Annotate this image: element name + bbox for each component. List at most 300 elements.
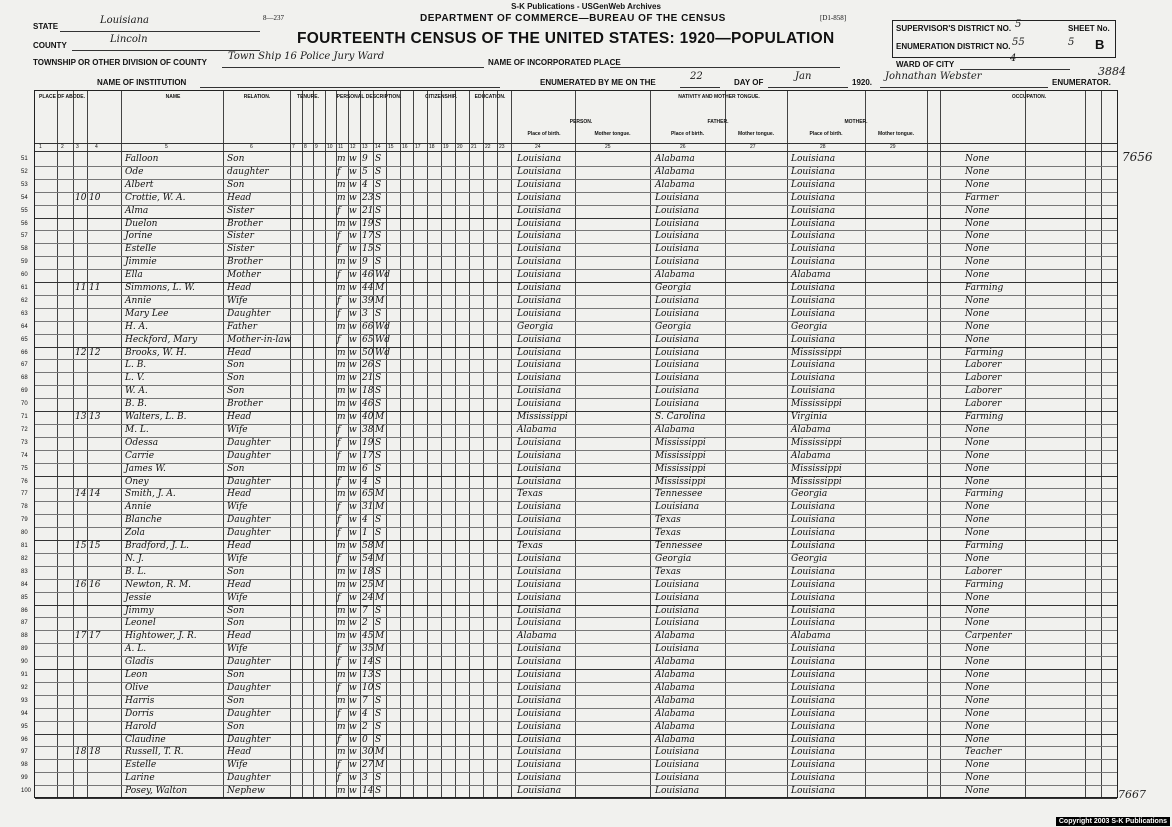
marital-status: S	[375, 179, 382, 190]
person-group: PERSON.	[569, 119, 593, 125]
mother-birthplace: Louisiana	[791, 734, 836, 745]
mother-pob-header: Place of birth.	[809, 131, 843, 137]
sex: m	[337, 373, 346, 384]
relation: Wife	[227, 592, 248, 603]
age: 27	[362, 760, 374, 771]
row-number: 73	[21, 439, 28, 446]
father-birthplace: Louisiana	[655, 360, 700, 371]
race: w	[349, 721, 357, 732]
column-number: 7	[292, 144, 295, 150]
occupation: Laborer	[965, 566, 1002, 577]
marital-status: S	[375, 218, 382, 229]
dwelling-number: 12	[75, 347, 87, 358]
row-number: 78	[21, 504, 28, 511]
race: w	[349, 670, 357, 680]
copyright-notice: Copyright 2003 S-K Publications	[1056, 817, 1170, 826]
row-number: 53	[21, 181, 28, 188]
father-birthplace: Louisiana	[655, 231, 700, 242]
relation: Wife	[227, 553, 248, 564]
sex: f	[337, 308, 341, 319]
person-name: Jimmy	[125, 605, 154, 616]
dwelling-number: 15	[75, 541, 87, 551]
sex: m	[337, 257, 346, 268]
enumerated-label: ENUMERATED BY ME ON THE	[540, 78, 656, 87]
mother-birthplace: Louisiana	[791, 695, 836, 706]
age: 0	[362, 734, 368, 745]
mother-birthplace: Louisiana	[791, 166, 836, 177]
person-name: Annie	[125, 502, 152, 513]
mother-birthplace: Louisiana	[791, 218, 836, 229]
relation: Son	[227, 670, 245, 680]
marital-status: S	[375, 708, 382, 719]
race: w	[349, 476, 357, 487]
age: 58	[362, 541, 374, 551]
person-name: Alma	[125, 205, 149, 216]
age: 9	[362, 257, 368, 268]
occupation: Laborer	[965, 386, 1002, 397]
age: 66	[362, 321, 374, 332]
father-birthplace: Louisiana	[655, 192, 700, 203]
mother-birthplace: Louisiana	[791, 721, 836, 732]
sex: f	[337, 644, 341, 655]
sex: m	[337, 786, 346, 797]
father-birthplace: Louisiana	[655, 205, 700, 216]
sex: f	[337, 450, 341, 461]
father-birthplace: Alabama	[655, 734, 695, 745]
birthplace: Louisiana	[517, 592, 562, 603]
father-birthplace: Louisiana	[655, 760, 700, 771]
race: w	[349, 386, 357, 397]
occupation: None	[965, 179, 990, 190]
person-name: Estelle	[125, 244, 157, 255]
race: w	[349, 786, 357, 797]
marital-status: S	[375, 682, 382, 693]
mother-birthplace: Louisiana	[791, 154, 836, 164]
race: w	[349, 231, 357, 242]
father-birthplace: Alabama	[655, 657, 695, 668]
row-number: 70	[21, 401, 28, 408]
occupation: None	[965, 553, 990, 564]
age: 45	[362, 631, 374, 642]
mother-birthplace: Louisiana	[791, 579, 836, 590]
occupation: None	[965, 721, 990, 732]
age: 39	[362, 295, 374, 306]
father-birthplace: Louisiana	[655, 244, 700, 255]
sex: f	[337, 528, 341, 539]
sex: m	[337, 670, 346, 680]
occupation: None	[965, 154, 990, 164]
age: 9	[362, 154, 368, 164]
relation: Daughter	[227, 476, 271, 487]
occupation: None	[965, 592, 990, 603]
occupation: None	[965, 270, 990, 281]
dwelling-number: 13	[75, 412, 87, 422]
day-of-label: DAY OF	[734, 78, 764, 87]
column-number: 18	[429, 144, 435, 150]
row-number: 69	[21, 388, 28, 395]
row-number: 98	[21, 762, 28, 769]
person-name: B. B.	[125, 399, 147, 410]
person-name: H. A.	[125, 321, 148, 332]
father-birthplace: Alabama	[655, 424, 695, 435]
sex: m	[337, 192, 346, 203]
marital-status: Wd	[375, 347, 391, 358]
column-number: 17	[415, 144, 421, 150]
occupation: Farming	[965, 347, 1004, 358]
marital-status: M	[375, 295, 385, 306]
sex: m	[337, 747, 346, 758]
person-name: Smith, J. A.	[125, 489, 176, 500]
person-name: N. J.	[125, 553, 144, 564]
birthplace: Louisiana	[517, 695, 562, 706]
sex: f	[337, 708, 341, 719]
father-birthplace: Alabama	[655, 721, 695, 732]
mother-birthplace: Louisiana	[791, 283, 836, 293]
marital-status: S	[375, 450, 382, 461]
father-birthplace: Louisiana	[655, 502, 700, 513]
person-name: Albert	[125, 179, 154, 190]
marital-status: S	[375, 515, 382, 526]
father-birthplace: Georgia	[655, 283, 692, 293]
race: w	[349, 747, 357, 758]
row-number: 95	[21, 723, 28, 730]
relation: Son	[227, 605, 245, 616]
row-number: 88	[21, 633, 28, 640]
race: w	[349, 708, 357, 719]
mother-group: MOTHER.	[844, 119, 868, 125]
relation: Daughter	[227, 528, 271, 539]
father-birthplace: Alabama	[655, 631, 695, 642]
birthplace: Louisiana	[517, 760, 562, 771]
person-name: Newton, R. M.	[125, 579, 192, 590]
person-name: Gladis	[125, 657, 154, 668]
race: w	[349, 618, 357, 629]
mother-birthplace: Louisiana	[791, 244, 836, 255]
person-name: Annie	[125, 295, 152, 306]
sex: m	[337, 579, 346, 590]
age: 7	[362, 695, 368, 706]
sex: m	[337, 541, 346, 551]
occupation-group: OCCUPATION.	[1011, 94, 1047, 100]
occupation: None	[965, 734, 990, 745]
race: w	[349, 657, 357, 668]
marital-status: S	[375, 670, 382, 680]
relation: Head	[227, 541, 252, 551]
age: 18	[362, 386, 374, 397]
race: w	[349, 605, 357, 616]
person-name: Harold	[125, 721, 157, 732]
sex: m	[337, 605, 346, 616]
row-number: 63	[21, 310, 28, 317]
birthplace: Louisiana	[517, 579, 562, 590]
race: w	[349, 218, 357, 229]
column-number: 14	[375, 144, 381, 150]
row-number: 82	[21, 555, 28, 562]
age: 46	[362, 270, 374, 281]
row-number: 61	[21, 285, 28, 291]
marital-status: S	[375, 437, 382, 448]
marital-status: S	[375, 695, 382, 706]
person-name: Claudine	[125, 734, 166, 745]
birthplace: Louisiana	[517, 786, 562, 797]
occupation: None	[965, 682, 990, 693]
occupation: Farming	[965, 283, 1004, 293]
birthplace: Louisiana	[517, 566, 562, 577]
row-number: 92	[21, 684, 28, 691]
mother-birthplace: Alabama	[791, 450, 831, 461]
relation: Son	[227, 463, 245, 474]
county-value: Lincoln	[110, 34, 148, 45]
father-birthplace: Alabama	[655, 670, 695, 680]
birthplace: Louisiana	[517, 192, 562, 203]
race: w	[349, 450, 357, 461]
row-number: 85	[21, 594, 28, 601]
father-birthplace: Louisiana	[655, 295, 700, 306]
father-birthplace: Alabama	[655, 270, 695, 281]
column-number: 1	[39, 144, 42, 150]
marital-status: M	[375, 541, 385, 551]
birthplace: Louisiana	[517, 283, 562, 293]
race: w	[349, 360, 357, 371]
mother-birthplace: Louisiana	[791, 528, 836, 539]
mother-birthplace: Louisiana	[791, 308, 836, 319]
age: 2	[362, 618, 368, 629]
birthplace: Louisiana	[517, 308, 562, 319]
occupation: None	[965, 515, 990, 526]
row-number: 57	[21, 233, 28, 240]
ward-value: 4	[1010, 53, 1017, 64]
father-birthplace: Alabama	[655, 166, 695, 177]
occupation: None	[965, 502, 990, 513]
relation: Daughter	[227, 308, 271, 319]
sheet-value: 5	[1068, 37, 1075, 48]
state-value: Louisiana	[100, 15, 149, 26]
institution-label: NAME OF INSTITUTION	[97, 78, 187, 87]
age: 2	[362, 721, 368, 732]
sex: f	[337, 166, 341, 177]
age: 26	[362, 360, 374, 371]
ward-label: WARD OF CITY	[896, 60, 955, 69]
relation: Wife	[227, 644, 248, 655]
race: w	[349, 592, 357, 603]
birthplace: Louisiana	[517, 360, 562, 371]
race: w	[349, 695, 357, 706]
father-birthplace: Texas	[655, 566, 681, 577]
column-number: 13	[362, 144, 368, 150]
race: w	[349, 270, 357, 281]
father-pob-header: Place of birth.	[670, 131, 705, 137]
age: 31	[362, 502, 374, 513]
row-number: 71	[21, 414, 28, 420]
sex: f	[337, 760, 341, 771]
race: w	[349, 734, 357, 745]
mother-birthplace: Louisiana	[791, 231, 836, 242]
marital-status: S	[375, 786, 382, 797]
occupation: Laborer	[965, 360, 1002, 371]
occupation: Farming	[965, 489, 1004, 500]
birthplace: Louisiana	[517, 270, 562, 281]
occupation: None	[965, 295, 990, 306]
sex: m	[337, 154, 346, 164]
person-pob-header: Place of birth.	[527, 131, 561, 137]
personal-group: PERSONAL DESCRIPTION.	[336, 94, 402, 100]
person-name: Blanche	[125, 515, 162, 526]
column-number: 9	[315, 144, 318, 150]
marital-status: S	[375, 192, 382, 203]
mother-birthplace: Mississippi	[791, 399, 842, 410]
dwelling-number: 16	[75, 579, 87, 590]
race: w	[349, 579, 357, 590]
birthplace: Louisiana	[517, 154, 562, 164]
occupation: None	[965, 450, 990, 461]
birthplace: Louisiana	[517, 399, 562, 410]
township-value: Town Ship 16 Police Jury Ward	[228, 51, 385, 62]
race: w	[349, 760, 357, 771]
marital-status: S	[375, 657, 382, 668]
person-name: Leonel	[125, 618, 156, 629]
person-name: Larine	[125, 773, 155, 784]
father-birthplace: Louisiana	[655, 618, 700, 629]
relation: Sister	[227, 205, 254, 216]
race: w	[349, 553, 357, 564]
marital-status: M	[375, 489, 385, 500]
sex: m	[337, 347, 346, 358]
dwelling-number: 17	[75, 631, 87, 642]
marital-status: M	[375, 760, 385, 771]
race: w	[349, 154, 357, 164]
birthplace: Louisiana	[517, 670, 562, 680]
age: 54	[362, 553, 374, 564]
relation: Head	[227, 283, 252, 293]
age: 65	[362, 334, 374, 345]
relation: Mother	[227, 270, 261, 281]
person-name: Walters, L. B.	[125, 412, 187, 422]
mother-birthplace: Louisiana	[791, 657, 836, 668]
column-number: 10	[327, 144, 333, 150]
race: w	[349, 515, 357, 526]
birthplace: Louisiana	[517, 644, 562, 655]
mother-birthplace: Louisiana	[791, 360, 836, 371]
father-birthplace: Louisiana	[655, 334, 700, 345]
occupation: None	[965, 605, 990, 616]
father-birthplace: Louisiana	[655, 399, 700, 410]
relation: Daughter	[227, 682, 271, 693]
relation: Sister	[227, 231, 254, 242]
race: w	[349, 399, 357, 410]
census-grid	[21, 90, 1118, 798]
column-number: 22	[485, 144, 491, 150]
relation: Head	[227, 579, 252, 590]
row-number: 65	[21, 336, 28, 343]
race: w	[349, 321, 357, 332]
birthplace: Louisiana	[517, 218, 562, 229]
marital-status: S	[375, 463, 382, 474]
dwelling-number: 11	[75, 283, 87, 293]
father-birthplace: Alabama	[655, 682, 695, 693]
age: 65	[362, 489, 374, 500]
race: w	[349, 334, 357, 345]
father-birthplace: Louisiana	[655, 644, 700, 655]
race: w	[349, 412, 357, 422]
mother-birthplace: Mississippi	[791, 437, 842, 448]
birthplace: Louisiana	[517, 386, 562, 397]
mother-birthplace: Alabama	[791, 631, 831, 642]
relation: Daughter	[227, 657, 271, 668]
person-name: Simmons, L. W.	[125, 283, 195, 293]
sex: m	[337, 489, 346, 500]
row-number: 67	[21, 362, 28, 369]
marital-status: S	[375, 231, 382, 242]
birthplace: Mississippi	[517, 412, 568, 422]
marital-status: M	[375, 579, 385, 590]
marital-status: S	[375, 605, 382, 616]
family-number: 18	[89, 747, 101, 758]
person-name: Estelle	[125, 760, 157, 771]
occupation: None	[965, 308, 990, 319]
person-name: L. B.	[125, 360, 147, 371]
father-birthplace: Alabama	[655, 179, 695, 190]
occupation: None	[965, 334, 990, 345]
supervisor-label: SUPERVISOR'S DISTRICT NO.	[896, 24, 1012, 33]
form-number: 8—237	[263, 14, 284, 22]
birthplace: Louisiana	[517, 437, 562, 448]
enum-district-label: ENUMERATION DISTRICT NO.	[896, 42, 1011, 51]
father-birthplace: Alabama	[655, 695, 695, 706]
father-birthplace: Louisiana	[655, 579, 700, 590]
mother-birthplace: Louisiana	[791, 708, 836, 719]
age: 44	[362, 283, 374, 293]
father-group: FATHER.	[707, 119, 729, 125]
race: w	[349, 295, 357, 306]
birthplace: Louisiana	[517, 618, 562, 629]
person-name: Duelon	[125, 218, 158, 229]
sex: m	[337, 321, 346, 332]
age: 24	[362, 592, 374, 603]
marital-status: Wd	[375, 270, 391, 281]
mother-birthplace: Mississippi	[791, 463, 842, 474]
day-value: 22	[690, 71, 703, 82]
age: 50	[362, 347, 374, 358]
row-number: 89	[21, 646, 28, 653]
age: 18	[362, 566, 374, 577]
mother-birthplace: Mississippi	[791, 476, 842, 487]
column-number: 11	[338, 144, 344, 150]
township-label: TOWNSHIP OR OTHER DIVISION OF COUNTY	[33, 58, 207, 67]
relation: Son	[227, 618, 245, 629]
age: 38	[362, 424, 374, 435]
age: 35	[362, 644, 374, 655]
sex: f	[337, 773, 341, 784]
father-birthplace: Louisiana	[655, 773, 700, 784]
row-number: 60	[21, 272, 28, 279]
occupation: None	[965, 424, 990, 435]
relation: Sister	[227, 244, 254, 255]
publisher-banner: S-K Publications - USGenWeb Archives	[511, 2, 661, 11]
age: 3	[362, 308, 368, 319]
race: w	[349, 541, 357, 551]
father-birthplace: Georgia	[655, 553, 692, 564]
person-name: W. A.	[125, 386, 148, 397]
sex: m	[337, 412, 346, 422]
race: w	[349, 257, 357, 268]
relation: Son	[227, 721, 245, 732]
relation: Nephew	[227, 786, 265, 797]
sex: f	[337, 734, 341, 745]
sex: f	[337, 437, 341, 448]
age: 30	[362, 747, 374, 758]
mother-birthplace: Louisiana	[791, 747, 836, 758]
father-birthplace: Tennessee	[655, 541, 703, 551]
